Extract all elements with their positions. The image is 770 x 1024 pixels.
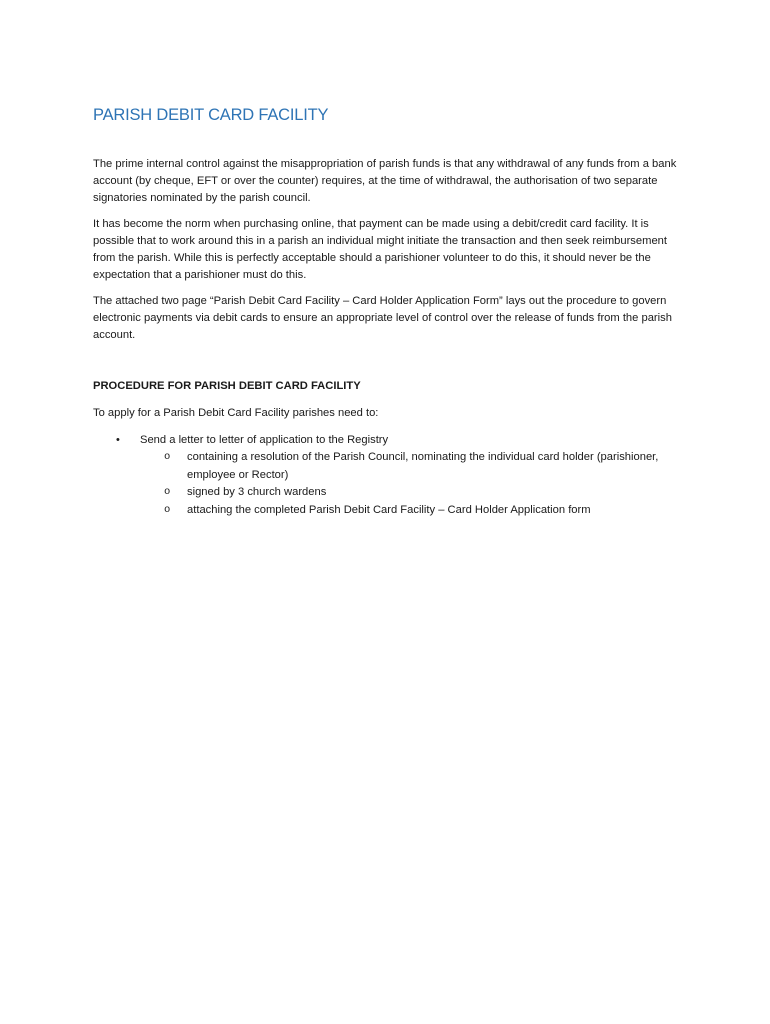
sub-item-attachment	[140, 502, 683, 520]
sub-item-text: attaching the completed Parish Debit Card Facility – Card Holder Application form	[187, 503, 591, 516]
procedure-sub-list	[140, 449, 683, 519]
procedure-list	[93, 432, 683, 519]
sub-bullet-icon: o	[164, 503, 171, 516]
sub-item-signed	[140, 484, 683, 502]
procedure-intro: To apply for a Parish Debit Card Facility parishes need to:	[93, 407, 379, 419]
paragraph-application-form: The attached two page “Parish Debit Card Facility – Card Holder Application Form” lays out the procedure to govern electronic payments via debit cards to ensure an appropriate level of control over the release of funds from the parish account.	[93, 295, 672, 341]
sub-item-text: containing a resolution of the Parish Council, nominating the individual card holder (parishioner, employee or Rector)	[187, 451, 659, 481]
sub-bullet-icon: o	[164, 486, 171, 498]
sub-item-text: signed by 3 church wardens	[187, 486, 327, 498]
document-title: PARISH DEBIT CARD FACILITY	[93, 106, 329, 124]
procedure-bullet-item	[93, 432, 683, 519]
procedure-heading: PROCEDURE FOR PARISH DEBIT CARD FACILITY	[93, 380, 361, 392]
bullet-icon: •	[116, 434, 120, 446]
sub-bullet-icon: o	[164, 451, 171, 463]
document-body	[93, 104, 683, 519]
paragraph-online-purchasing: It has become the norm when purchasing online, that payment can be made using a debit/credit card facility. It is possible that to work around this in a parish an individual might initiate the transaction and then seek reimbursement from the parish. While this is perfectly acceptable should a parishioner volunteer to do this, it should never be the expectation that a parishioner must do this.	[93, 218, 667, 281]
paragraph-internal-control: The prime internal control against the misappropriation of parish funds is that any withdrawal of any funds from a bank account (by cheque, EFT or over the counter) requires, at the time of withdrawal, the authorisation of two separate signatories nominated by the parish council.	[93, 158, 677, 204]
procedure-bullet-text: Send a letter to letter of application to the Registry	[140, 434, 389, 446]
sub-item-resolution	[140, 449, 683, 484]
